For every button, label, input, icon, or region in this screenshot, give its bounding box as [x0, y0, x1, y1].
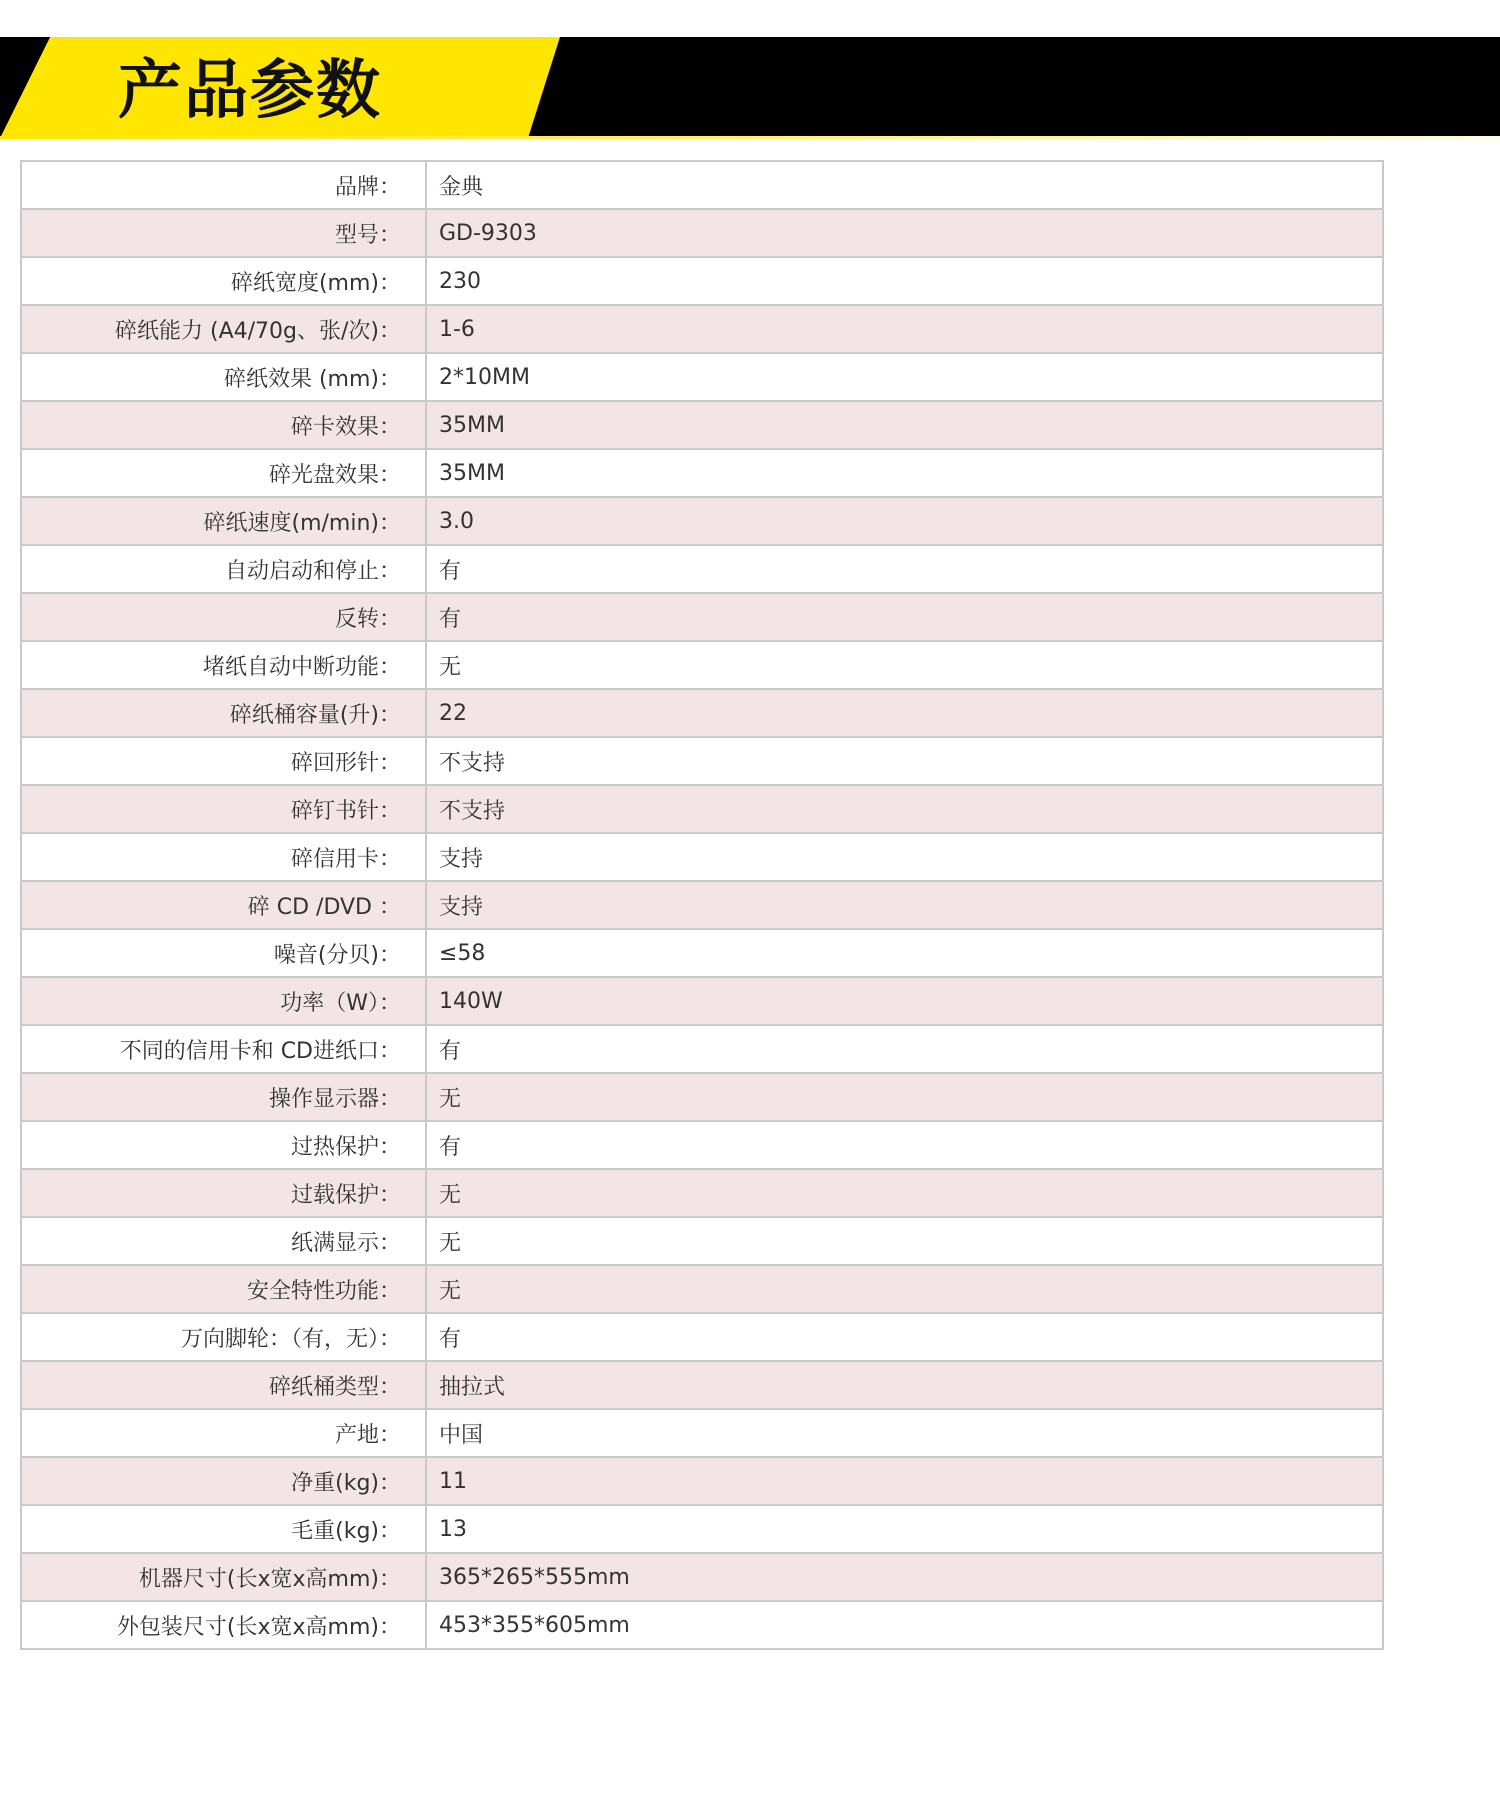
spec-table: [20, 160, 1384, 1650]
spec-row: [21, 1553, 1383, 1601]
spec-value: 无: [426, 1265, 1383, 1313]
spec-value: 无: [426, 1169, 1383, 1217]
spec-row: [21, 1025, 1383, 1073]
spec-value: 11: [426, 1457, 1383, 1505]
spec-row: [21, 257, 1383, 305]
spec-label: 净重(kg)：: [21, 1457, 426, 1505]
spec-value: 2*10MM: [426, 353, 1383, 401]
spec-row: [21, 1505, 1383, 1553]
spec-label: 万向脚轮：（有，无）：: [21, 1313, 426, 1361]
spec-row: [21, 593, 1383, 641]
spec-row: [21, 1265, 1383, 1313]
spec-row: [21, 1169, 1383, 1217]
spec-value: 230: [426, 257, 1383, 305]
spec-label: 噪音(分贝)：: [21, 929, 426, 977]
spec-row: [21, 929, 1383, 977]
spec-label: 碎纸桶容量(升)：: [21, 689, 426, 737]
spec-label: 自动启动和停止：: [21, 545, 426, 593]
header-divider: [0, 136, 1500, 139]
spec-label: 机器尺寸(长x宽x高mm)：: [21, 1553, 426, 1601]
spec-value: 支持: [426, 833, 1383, 881]
spec-value: 不支持: [426, 785, 1383, 833]
spec-value: 无: [426, 1217, 1383, 1265]
spec-value: 有: [426, 545, 1383, 593]
spec-row: [21, 1121, 1383, 1169]
spec-row: [21, 1217, 1383, 1265]
spec-label: 碎 CD /DVD ：: [21, 881, 426, 929]
spec-row: [21, 1313, 1383, 1361]
spec-row: [21, 353, 1383, 401]
spec-value: 3.0: [426, 497, 1383, 545]
spec-row: [21, 1457, 1383, 1505]
spec-label: 过热保护：: [21, 1121, 426, 1169]
spec-label: 品牌：: [21, 161, 426, 209]
spec-label: 碎纸效果 (mm)：: [21, 353, 426, 401]
spec-label: 碎卡效果：: [21, 401, 426, 449]
spec-label: 碎纸速度(m/min)：: [21, 497, 426, 545]
spec-value: 不支持: [426, 737, 1383, 785]
spec-value: 有: [426, 1313, 1383, 1361]
spec-value: 35MM: [426, 449, 1383, 497]
spec-row: [21, 401, 1383, 449]
spec-value: 无: [426, 1073, 1383, 1121]
spec-table-body: [21, 161, 1383, 1649]
spec-row: [21, 641, 1383, 689]
spec-value: 有: [426, 1121, 1383, 1169]
spec-row: [21, 497, 1383, 545]
spec-label: 碎信用卡：: [21, 833, 426, 881]
header-banner: [0, 37, 1500, 138]
spec-row: [21, 737, 1383, 785]
spec-value: 无: [426, 641, 1383, 689]
spec-row: [21, 305, 1383, 353]
page-title: 产品参数: [118, 54, 382, 128]
spec-row: [21, 209, 1383, 257]
spec-label: 型号：: [21, 209, 426, 257]
spec-label: 碎纸能力 (A4/70g、张/次)：: [21, 305, 426, 353]
spec-value: 140W: [426, 977, 1383, 1025]
spec-label: 毛重(kg)：: [21, 1505, 426, 1553]
spec-value: GD-9303: [426, 209, 1383, 257]
spec-row: [21, 1361, 1383, 1409]
spec-label: 反转：: [21, 593, 426, 641]
spec-value: 13: [426, 1505, 1383, 1553]
spec-label: 碎钉书针：: [21, 785, 426, 833]
spec-label: 操作显示器：: [21, 1073, 426, 1121]
spec-label: 碎纸桶类型：: [21, 1361, 426, 1409]
spec-value: 抽拉式: [426, 1361, 1383, 1409]
spec-row: [21, 1601, 1383, 1649]
spec-row: [21, 881, 1383, 929]
spec-value: 支持: [426, 881, 1383, 929]
spec-value: 35MM: [426, 401, 1383, 449]
spec-label: 不同的信用卡和 CD进纸口：: [21, 1025, 426, 1073]
spec-row: [21, 785, 1383, 833]
spec-row: [21, 449, 1383, 497]
spec-label: 堵纸自动中断功能：: [21, 641, 426, 689]
spec-value: 22: [426, 689, 1383, 737]
spec-row: [21, 689, 1383, 737]
spec-value: 1-6: [426, 305, 1383, 353]
spec-label: 过载保护：: [21, 1169, 426, 1217]
spec-row: [21, 1073, 1383, 1121]
spec-row: [21, 1409, 1383, 1457]
spec-row: [21, 545, 1383, 593]
spec-label: 碎回形针：: [21, 737, 426, 785]
spec-label: 安全特性功能：: [21, 1265, 426, 1313]
spec-value: 有: [426, 1025, 1383, 1073]
spec-label: 功率（W）：: [21, 977, 426, 1025]
spec-label: 产地：: [21, 1409, 426, 1457]
spec-row: [21, 833, 1383, 881]
spec-value: 有: [426, 593, 1383, 641]
spec-value: 金典: [426, 161, 1383, 209]
spec-row: [21, 977, 1383, 1025]
spec-value: 453*355*605mm: [426, 1601, 1383, 1649]
spec-label: 外包装尺寸(长x宽x高mm)：: [21, 1601, 426, 1649]
spec-value: 中国: [426, 1409, 1383, 1457]
spec-label: 碎光盘效果：: [21, 449, 426, 497]
spec-value: 365*265*555mm: [426, 1553, 1383, 1601]
spec-label: 纸满显示：: [21, 1217, 426, 1265]
spec-label: 碎纸宽度(mm)：: [21, 257, 426, 305]
spec-row: [21, 161, 1383, 209]
spec-value: ≤58: [426, 929, 1383, 977]
